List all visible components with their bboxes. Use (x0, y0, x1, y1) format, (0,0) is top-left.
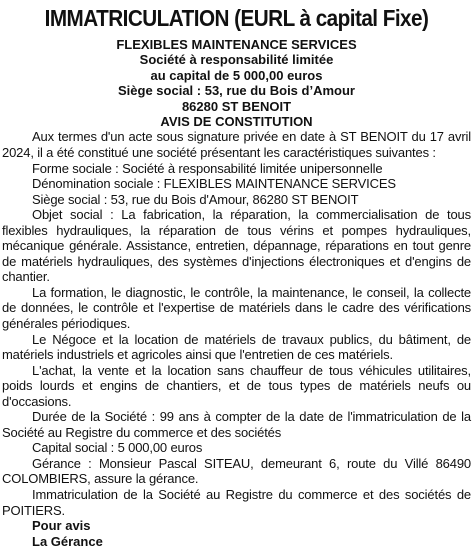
company-legal-form: Société à responsabilité limitée (139, 52, 334, 68)
company-header (2, 37, 471, 129)
paragraph-management: Gérance : Monsieur Pascal SITEAU, demeurant 6, route du Villé 86490 COLOMBIERS, assure la gérance. (2, 455, 471, 487)
notice-title: IMMATRICULATION (EURL à capital Fixe) (44, 5, 429, 31)
paragraph-duration: Durée de la Société : 99 ans à compter de la date de l'immatriculation de la Société au Registre du commerce et des sociétés (2, 409, 471, 440)
paragraph-legal-form: Forme sociale : Société à responsabilité limitée unipersonnelle (32, 160, 383, 176)
company-capital: au capital de 5 000,00 euros (150, 67, 323, 83)
paragraph-trade: Le Négoce et la location de matériels de travaux publics, du bâtiment, de matériels industriels et agricoles ainsi que l'entretien de ces matériels. (2, 331, 471, 363)
signoff (2, 518, 471, 549)
notice-body (2, 129, 471, 518)
paragraph-purpose: Objet social : La fabrication, la réparation, la commercialisation de tous flexibles hydrauliques, la réparation de tous vérins et pompes hydrauliques, mécanique générale. Assistance, entretien, dépannage, réparations en tout genre de matériels hydrauliques, des systèmes d'injections électroniques et d'engins de chantier. (2, 207, 471, 285)
company-seat: Siège social : 53, rue du Bois d’Amour (118, 83, 355, 99)
paragraph-training: La formation, le diagnostic, le contrôle, la maintenance, le conseil, la collecte de données, le contrôle et l'expertise de matériels dans le cadre des vérifications générales périodiques. (2, 284, 471, 331)
paragraph-registration: Immatriculation de la Société au Registre du commerce et des sociétés de POITIERS. (2, 487, 471, 518)
paragraph-act: Aux termes d'un acte sous signature privée en date à ST BENOIT du 17 avril 2024, il a été constitué une société présentant les caractéristiques suivantes : (2, 129, 471, 160)
signoff-management: La Gérance (32, 533, 103, 549)
signoff-for-notice: Pour avis (32, 518, 91, 534)
section-heading: AVIS DE CONSTITUTION (160, 114, 313, 130)
company-name: FLEXIBLES MAINTENANCE SERVICES (116, 37, 357, 52)
paragraph-vehicles: L'achat, la vente et la location sans chauffeur de tous véhicules utilitaires, poids lourds et engins de chantiers, et de tous types de matériels neufs ou d'occasions. (2, 362, 471, 409)
paragraph-denomination: Dénomination sociale : FLEXIBLES MAINTENANCE SERVICES (32, 176, 396, 192)
paragraph-seat: Siège social : 53, rue du Bois d'Amour, 86280 ST BENOIT (32, 191, 359, 207)
paragraph-capital: Capital social : 5 000,00 euros (32, 440, 203, 456)
company-city: 86280 ST BENOIT (181, 98, 292, 114)
